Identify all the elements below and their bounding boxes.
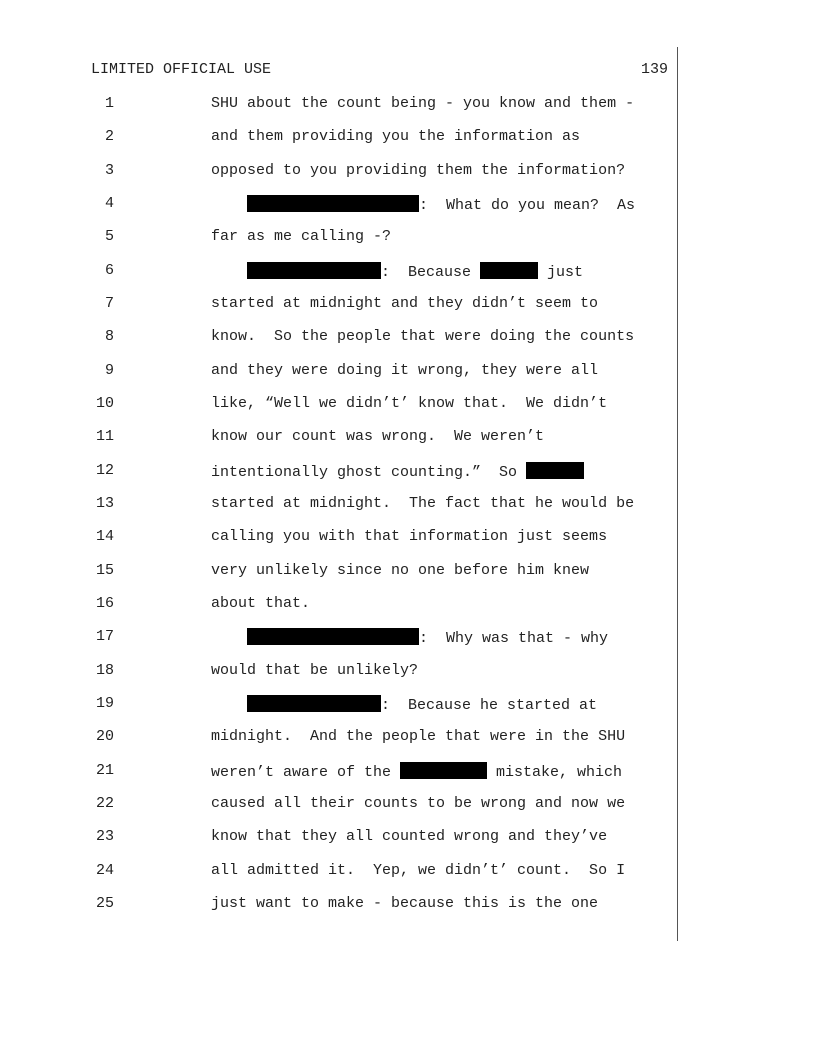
line-text: would that be unlikely? xyxy=(211,661,419,679)
line-number: 12 xyxy=(95,461,114,479)
line-number: 9 xyxy=(104,361,114,379)
transcript-line xyxy=(0,862,677,882)
transcript-line xyxy=(0,95,677,115)
transcript-line xyxy=(0,528,677,548)
line-text: all admitted it. Yep, we didn’t’ count. So I xyxy=(211,861,626,879)
transcript-line xyxy=(0,628,677,648)
transcript-line xyxy=(0,328,677,348)
line-number: 2 xyxy=(104,128,114,146)
transcript-line xyxy=(0,462,677,482)
line-number: 1 xyxy=(104,95,114,112)
transcript-line xyxy=(0,795,677,815)
transcript-line xyxy=(0,662,677,682)
line-number: 3 xyxy=(104,161,114,179)
line-text: just want to make - because this is the one xyxy=(211,894,599,912)
line-text: : Because he started at xyxy=(211,695,597,714)
line-text: about that. xyxy=(211,594,311,612)
line-text: midnight. And the people that were in the SHU xyxy=(211,728,626,746)
classification-header: LIMITED OFFICIAL USE xyxy=(91,61,272,78)
transcript-line xyxy=(0,828,677,848)
line-text: SHU about the count being - you know and them - xyxy=(211,95,635,112)
line-number: 10 xyxy=(95,394,114,412)
line-number: 22 xyxy=(95,794,114,812)
line-number: 11 xyxy=(95,428,114,446)
line-number: 25 xyxy=(95,894,114,912)
line-text: far as me calling -? xyxy=(211,228,392,246)
transcript-line xyxy=(0,762,677,782)
transcript-line xyxy=(0,295,677,315)
line-number: 6 xyxy=(104,261,114,279)
line-number: 17 xyxy=(95,628,114,646)
line-text: know our count was wrong. We weren’t xyxy=(211,428,545,446)
transcript-line xyxy=(0,262,677,282)
transcript-line xyxy=(0,895,677,915)
line-number: 21 xyxy=(95,761,114,779)
transcript-line xyxy=(0,562,677,582)
line-number: 20 xyxy=(95,728,114,746)
line-number: 8 xyxy=(104,328,114,346)
line-text: weren’t aware of the mistake, which xyxy=(211,763,623,781)
transcript-line xyxy=(0,362,677,382)
line-number: 16 xyxy=(95,594,114,612)
transcript-line xyxy=(0,495,677,515)
line-text: opposed to you providing them the information? xyxy=(211,161,626,179)
line-text: and they were doing it wrong, they were all xyxy=(211,361,599,379)
transcript-line xyxy=(0,428,677,448)
redaction-block xyxy=(247,695,381,712)
line-number: 14 xyxy=(95,528,114,546)
line-text: started at midnight. The fact that he would be xyxy=(211,494,635,512)
line-number: 24 xyxy=(95,861,114,879)
line-text: very unlikely since no one before him knew xyxy=(211,561,590,579)
line-text: : Why was that - why xyxy=(211,628,608,647)
transcript-line xyxy=(0,162,677,182)
page-number: 139 xyxy=(640,61,668,78)
line-text: intentionally ghost counting.” So xyxy=(211,462,584,481)
line-number: 7 xyxy=(104,294,114,312)
line-text: started at midnight and they didn’t seem to xyxy=(211,294,599,312)
redaction-block xyxy=(480,262,538,279)
redaction-block xyxy=(247,628,419,645)
transcript-line xyxy=(0,128,677,148)
line-number: 19 xyxy=(95,694,114,712)
transcript-line xyxy=(0,695,677,715)
transcript-line xyxy=(0,395,677,415)
line-text: know that they all counted wrong and they’ve xyxy=(211,828,608,846)
transcript-line xyxy=(0,728,677,748)
line-number: 15 xyxy=(95,561,114,579)
redaction-block xyxy=(400,762,487,779)
redaction-block xyxy=(247,195,419,212)
transcript-line xyxy=(0,195,677,215)
line-text: and them providing you the information as xyxy=(211,128,581,146)
line-text: : Because just xyxy=(211,262,583,281)
redaction-block xyxy=(247,262,381,279)
line-number: 4 xyxy=(104,194,114,212)
line-number: 13 xyxy=(95,494,114,512)
line-text: like, “Well we didn’t’ know that. We didn’t xyxy=(211,394,608,412)
line-text: know. So the people that were doing the counts xyxy=(211,328,635,346)
right-margin-rule xyxy=(677,47,678,941)
line-number: 23 xyxy=(95,828,114,846)
redaction-block xyxy=(526,462,584,479)
line-text: calling you with that information just seems xyxy=(211,528,608,546)
transcript-line xyxy=(0,228,677,248)
line-text: : What do you mean? As xyxy=(211,195,635,214)
transcript-line xyxy=(0,595,677,615)
line-number: 18 xyxy=(95,661,114,679)
line-number: 5 xyxy=(104,228,114,246)
line-text: caused all their counts to be wrong and now we xyxy=(211,794,626,812)
